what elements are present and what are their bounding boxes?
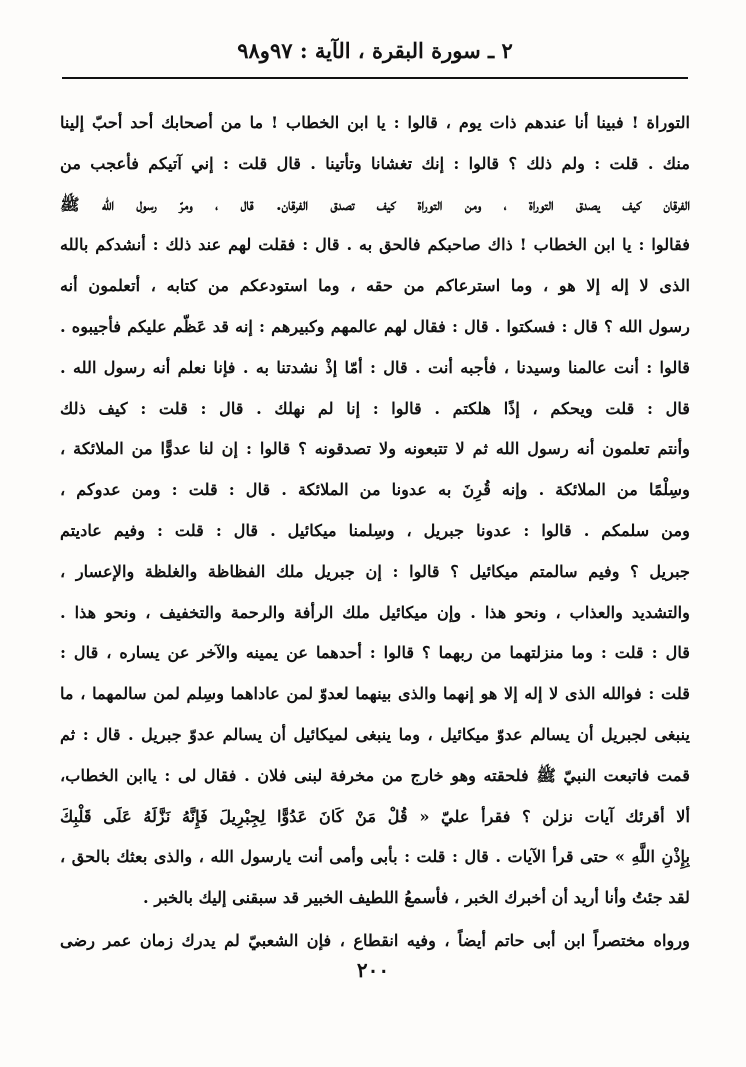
text-line: ومن سلمكم . قالوا : عدونا جبريل ، وسِلمنا ميكائيل . قال : قلت : وفيم عاديتم [60,520,690,540]
text-line: جبريل ؟ وفيم سالمتم ميكائيل ؟ قالوا : إن جبريل ملك الفظاظة والغلظة والإعسار ، [60,561,690,581]
text-line: قال : قلت : وما منزلتهما من ربهما ؟ قالوا : أحدهما عن يمينه والآخر عن يساره ، قال : [60,643,690,663]
header-rule [62,77,688,79]
text-line: بِإِذْنِ اللَّهِ » حتى قرأ الآيات . قال : قلت : بأبى وأمى أنت يارسول الله ، والذى بعثك بالحق ، [60,847,690,867]
page-number: ٢٠٠ [356,958,390,982]
text-line: ينبغى لجبريل أن يسالم عدوّ ميكائيل ، وما ينبغى لميكائيل أن يسالم عدوّ جبريل . قال : ثم [60,724,690,744]
text-line: قال : قلت ويحكم ، إذًا هلكتم . قالوا : إنا لم نهلك . قال : قلت : كيف ذلك [60,398,690,418]
text-line: والتشديد والعذاب ، ونحو هذا . وإن ميكائيل ملك الرأفة والرحمة والتخفيف ، ونحو هذا . [60,602,690,622]
text-line: الذى لا إله إلا هو ، وما استرعاكم من حقه ، وما استودعكم من كتابه ، أتعلمون أنه [60,276,690,296]
text-line: قالوا : أنت عالمنا وسيدنا ، فأجبه أنت . قال : أمّا إذْ نشدتنا به . فإنا نعلم أنه رسول الله . [60,357,690,377]
text-line: الفرقان كيف يصدق التوراة ، ومن التوراة كيف تصدق الفرقان. قال ، ومرّ رسول الله ﷺ [60,194,690,214]
text-line: قلت : فوالله الذى لا إله إلا هو إنهما والذى بينهما لعدوّ لمن عاداهما وسِلم لمن سالمهما ، ما [60,684,690,704]
text-line: رسول الله ؟ قال : فسكتوا . قال : فقال لهم عالمهم وكبيرهم : إنه قد عَظّم عليكم فأجيبوه . [60,316,690,336]
text-line: لقد جئتُ وأنا أريد أن أخبرك الخبر ، فأسمعُ اللطيف الخبير قد سبقنى إليك بالخبر . [143,888,690,908]
running-header: ٢ ـ سورة البقرة ، الآية : ٩٧و٩٨ [237,38,513,63]
text-line: قمت فاتبعت النبيّ ﷺ فلحقته وهو خارج من مخرفة لبنى فلان . فقال لى : ياابن الخطاب، [60,765,690,785]
text-line: التوراة ! فبينا أنا عندهم ذات يوم ، قالوا : يا ابن الخطاب ! ما من أصحابك أحد أحبّ إلينا [60,113,690,132]
body-text [60,103,690,962]
text-line: ألا أقرئك آيات نزلن ؟ فقرأ عليّ « قُلْ مَنْ كَانَ عَدُوًّا لِجِبْرِيلَ فَإِنَّهُ نَزَّلَهُ عَلَى قَلْبِكَ [60,806,690,826]
text-line: ورواه مختصراً ابن أبى حاتم أيضاً ، وفيه انقطاع ، فإن الشعبيّ لم يدرك زمان عمر رضى [60,930,690,950]
text-line: وسِلْمًا من الملائكة . وإنه قُرِنَ به عدونا من الملائكة . قال : قلت : ومن عدوكم ، [60,480,690,500]
text-line: وأنتم تعلمون أنه رسول الله ثم لا تتبعونه ولا تصدقونه ؟ قالوا : إن لنا عدوًّا من الملائكة ، [60,439,690,459]
text-line: فقالوا : يا ابن الخطاب ! ذاك صاحبكم فالحق به . قال : فقلت لهم عند ذلك : أنشدكم بالله [60,235,690,255]
text-line: منك . قلت : ولم ذلك ؟ قالوا : إنك تغشانا وتأتينا . قال قلت : إني آتيكم فأعجب من [60,153,690,173]
